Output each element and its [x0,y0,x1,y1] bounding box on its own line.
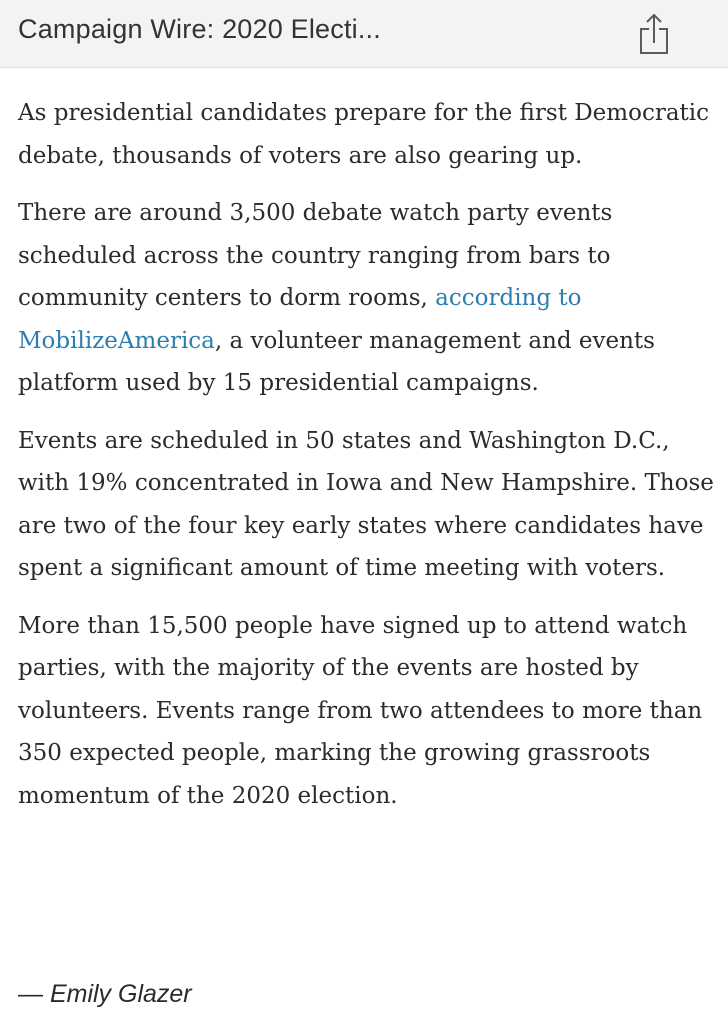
paragraph-text: More than 15,500 people have signed up to attend watch parties, with the majority of the events are hosted by volunteers. Events range from two attendees to more than 350 expected people, marking the growing grassroots momentum of the 2020 election. [18,612,703,809]
author-byline: — Emily Glazer [18,980,192,1008]
share-button[interactable] [634,6,674,62]
article-paragraph [18,605,718,818]
article-paragraph [18,420,718,590]
paragraph-text: , a volunteer management and events platform used by 15 presidential campaigns. [18,327,655,396]
top-bar [0,0,728,68]
article-paragraph [18,192,718,405]
share-icon [638,12,670,56]
article-body [18,92,718,832]
paragraph-text: As presidential candidates prepare for the first Democratic debate, thousands of voters are also gearing up. [18,100,710,169]
paragraph-text: There are around 3,500 debate watch party events scheduled across the country ranging from bars to community centers to dorm rooms, [18,200,613,311]
article-paragraph [18,92,718,177]
paragraph-text: Events are scheduled in 50 states and Washington D.C., with 19% concentrated in Iowa and New Hampshire. Those are two of the four key early states where candidates have spent a significant amount of time meeting with voters. [18,427,714,581]
page-title: Campaign Wire: 2020 Electi... [18,14,381,44]
mobilizeamerica-link[interactable]: according to MobilizeAmerica [18,285,582,354]
